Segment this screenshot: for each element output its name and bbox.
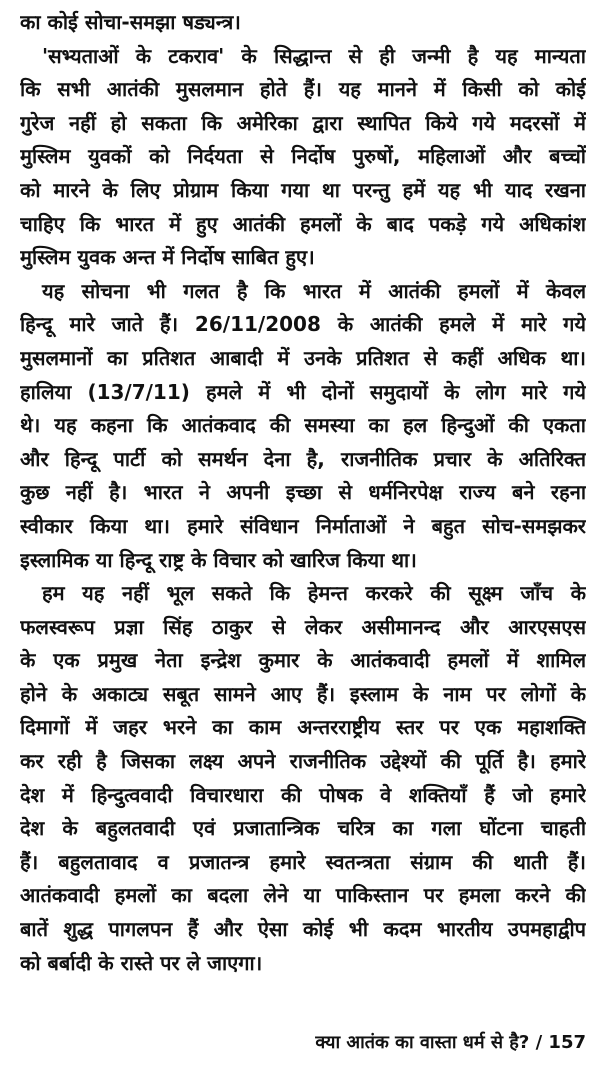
text-line: मुस्लिम युवकों को निर्दयता से निर्दोष पुरुषों, महिलाओं और बच्चों <box>20 144 586 169</box>
paragraph <box>20 577 586 980</box>
page-body <box>20 6 586 980</box>
text-line: कुछ नहीं है। भारत ने अपनी इच्छा से धर्मनिरपेक्ष राज्य बने रहना <box>20 480 586 505</box>
page-number: 157 <box>548 1032 586 1053</box>
text-line: मुसलमानों का प्रतिशत आबादी में उनके प्रतिशत से कहीं अधिक था। <box>20 345 586 370</box>
text-line: कर रही है जिसका लक्ष्य अपने राजनीतिक उद्देश्यों की पूर्ति है। हमारे <box>20 749 586 774</box>
text-line: चाहिए कि भारत में हुए आतंकी हमलों के बाद पकड़े गये अधिकांश <box>20 211 586 236</box>
text-line: हैं। बहुलतावाद व प्रजातन्त्र हमारे स्वतन्त्रता संग्राम की थाती हैं। <box>20 849 586 874</box>
text-line: देश के बहुलतवादी एवं प्रजातान्त्रिक चरित्र का गला घोंटना चाहती <box>20 816 586 841</box>
text-line: 'सभ्यताओं के टकराव' के सिद्धान्त से ही जन्मी है यह मान्यता <box>42 43 586 68</box>
text-line: हिन्दू मारे जाते हैं। 26/11/2008 के आतंकी हमले में मारे गये <box>20 312 586 337</box>
text-line: को मारने के लिए प्रोग्राम किया गया था परन्तु हमें यह भी याद रखना <box>20 177 586 202</box>
text-line: गुरेज नहीं हो सकता कि अमेरिका द्वारा स्थापित किये गये मदरसों में <box>20 110 586 135</box>
paragraph <box>20 6 586 40</box>
text-line: हालिया (13/7/11) हमले में भी दोनों समुदायों के लोग मारे गये <box>20 379 586 404</box>
text-line: का कोई सोचा-समझा षड्यन्त्र। <box>20 10 241 34</box>
text-line: बातें शुद्ध पागलपन हैं और ऐसा कोई भी कदम भारतीय उपमहाद्वीप <box>20 917 586 942</box>
footer-separator: / <box>529 1032 549 1053</box>
text-line: कि सभी आतंकी मुसलमान होते हैं। यह मानने में किसी को कोई <box>20 77 586 102</box>
running-title: क्या आतंक का वास्ता धर्म से है? <box>315 1032 530 1053</box>
paragraph <box>20 40 586 275</box>
text-line: देश में हिन्दुत्ववादी विचारधारा की पोषक वे शक्तियाँ हैं जो हमारे <box>20 782 586 807</box>
text-line: इस्लामिक या हिन्दू राष्ट्र के विचार को खारिज किया था। <box>20 547 417 572</box>
text-line: मुस्लिम युवक अन्त में निर्दोष साबित हुए। <box>20 245 315 270</box>
text-line: फलस्वरूप प्रज्ञा सिंह ठाकुर से लेकर असीमानन्द और आरएसएस <box>20 614 586 639</box>
text-line: थे। यह कहना कि आतंकवाद की समस्या का हल हिन्दुओं की एकता <box>20 413 586 438</box>
text-line: दिमागों में जहर भरने का काम अन्तरराष्ट्रीय स्तर पर एक महाशक्ति <box>20 715 586 740</box>
text-line: होने के अकाट्य सबूत सामने आए हैं। इस्लाम के नाम पर लोगों के <box>20 681 586 706</box>
text-line: स्वीकार किया था। हमारे संविधान निर्माताओं ने बहुत सोच-समझकर <box>20 513 586 538</box>
page-footer <box>315 1030 586 1054</box>
text-line: यह सोचना भी गलत है कि भारत में आतंकी हमलों में केवल <box>42 278 586 303</box>
text-line: हम यह नहीं भूल सकते कि हेमन्त करकरे की सूक्ष्म जाँच के <box>42 581 586 606</box>
text-line: को बर्बादी के रास्ते पर ले जाएगा। <box>20 950 263 975</box>
text-line: और हिन्दू पार्टी को समर्थन देना है, राजनीतिक प्रचार के अतिरिक्त <box>20 446 586 471</box>
paragraph <box>20 275 586 577</box>
text-line: के एक प्रमुख नेता इन्द्रेश कुमार के आतंकवादी हमलों में शामिल <box>20 648 586 673</box>
text-line: आतंकवादी हमलों का बदला लेने या पाकिस्तान पर हमला करने की <box>20 883 586 908</box>
